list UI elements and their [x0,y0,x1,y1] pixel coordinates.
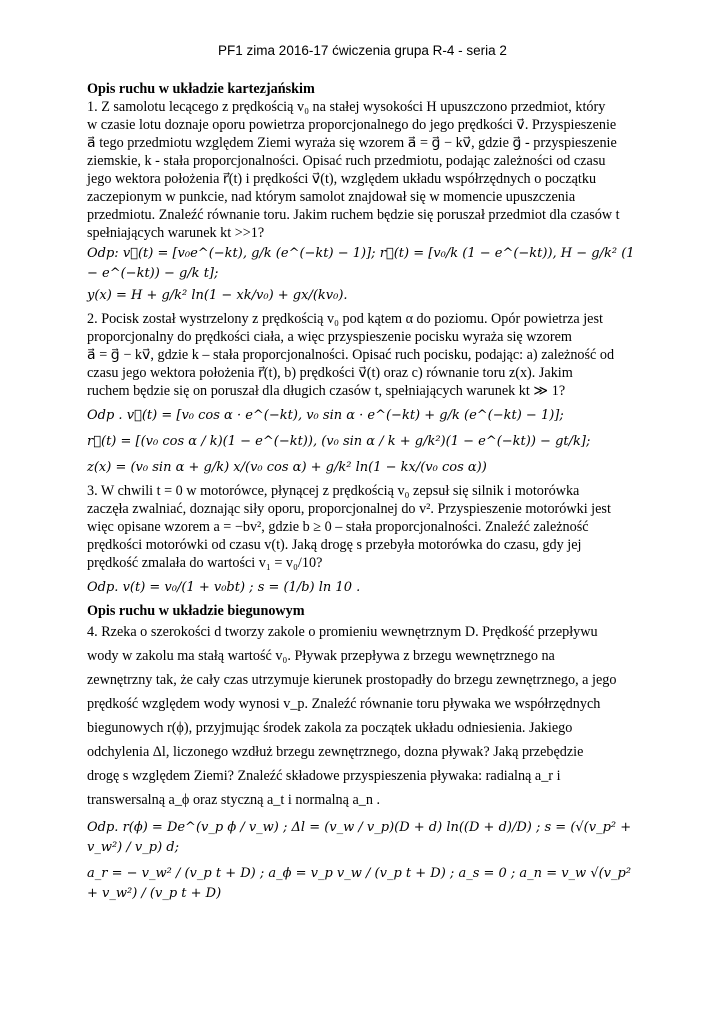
problem-3-line: 3. W chwili t = 0 w motorówce, płynącej z prędkością v₀ zepsuł się silnik i motorówka [87,483,580,499]
problem-1-line: zaczepionym w punkcie, nad którym samolot znajdował się w momencie upuszczenia [87,189,576,205]
problem-4-line: wody w zakolu ma stałą wartość v₀. Pływak przepływa z brzegu wewnętrznego na [87,648,555,664]
problem-3-answer: Odp. v(t) = v₀/(1 + v₀bt) ; s = (1/b) ln 10 . [87,580,361,595]
problem-2-line: czasu jego wektora położenia r⃗(t), b) prędkości v⃗(t) oraz c) równanie toru z(x). Jakim [87,365,573,381]
problem-1-line: jego wektora położenia r⃗(t) i prędkości v⃗(t), względem układu współrzędnych o początku [87,171,597,187]
problem-4 [87,620,640,904]
problem-2-answer-trajectory: z(x) = (v₀ sin α + g/k) x/(v₀ cos α) + g/k² ln(1 − kx/(v₀ cos α)) [87,460,487,475]
section-heading-polar: Opis ruchu w układzie biegunowym [87,603,305,619]
problem-2-line: 2. Pocisk został wystrzelony z prędkością v₀ pod kątem α do poziomu. Opór powietrza jest [87,311,603,327]
problem-4-line: 4. Rzeka o szerokości d tworzy zakole o promieniu wewnętrznym D. Prędkość przepływu [87,624,598,640]
problem-2-line: ruchem będzie się on poruszał dla długich czasów t, spełniających warunek kt ≫ 1? [87,383,566,399]
problem-3-line: więc opisane wzorem a = −bv², gdzie b ≥ 0 – stała proporcjonalności. Znaleźć zależność [87,519,589,535]
problem-1-answer-velocity: Odp: v⃗(t) = [v₀e^(−kt), g/k (e^(−kt) − 1)]; r⃗(t) = [v₀/k (1 − e^(−kt)), H − g/k² (1 − e^(−kt)) − g/k t]; [87,246,635,281]
problem-4-line: transwersalną a_ϕ oraz styczną a_t i normalną a_n . [87,792,381,808]
problem-1 [87,98,640,306]
problem-4-line: prędkość względem wody wynosi v_p. Znaleźć równanie toru pływaka we współrzędnych [87,696,601,712]
problem-4-answer-acceleration: a_r = − v_w² / (v_p t + D) ; a_ϕ = v_p v_w / (v_p t + D) ; a_s = 0 ; a_n = v_w √(v_p² + v_w²) / (v_p t + D) [87,866,632,901]
problem-4-line: odchylenia Δl, liczonego wzdłuż brzegu zewnętrznego, dozna pływak? Jaką przebędzie [87,744,584,760]
problem-1-line: w czasie lotu doznaje oporu powietrza proporcjonalnego do jego prędkości v⃗. Przyspieszenie [87,117,617,133]
problem-3-line: zaczęła zwalniać, doznając siły oporu, proporcjonalnej do v². Przyspieszenie motorówki jest [87,501,611,517]
problem-2-line: a⃗ = g⃗ − kv⃗, gdzie k – stała proporcjonalności. Opisać ruch pocisku, podając: a) zależność od [87,347,615,363]
problem-2-answer-velocity: Odp . v⃗(t) = [v₀ cos α · e^(−kt), v₀ sin α · e^(−kt) + g/k (e^(−kt) − 1)]; [87,408,564,423]
document-body [87,80,640,906]
problem-3-line: prędkość zmalała do wartości v₁ = v₀/10? [87,555,323,571]
problem-2-answer-position: r⃗(t) = [(v₀ cos α / k)(1 − e^(−kt)), (v₀ sin α / k + g/k²)(1 − e^(−kt)) − gt/k]; [87,434,591,449]
problem-4-line: zewnętrzny tak, że cały czas utrzymuje kierunek prostopadły do brzegu zewnętrznego, a jego [87,672,617,688]
problem-1-line: ziemskie, k - stała proporcjonalności. Opisać ruch przedmiotu, podając zależności od czasu [87,153,606,169]
problem-1-line: przedmiotu. Znaleźć równanie toru. Jakim ruchem będzie się poruszał przedmiot dla czasów t [87,207,620,223]
problem-4-answer-path: Odp. r(ϕ) = De^(v_p ϕ / v_w) ; Δl = (v_w / v_p)(D + d) ln((D + d)/D) ; s = (√(v_p² + v_w²) / v_p) d; [87,820,632,855]
problem-4-line: drogę s względem Ziemi? Znaleźć składowe przyspieszenia pływaka: radialną a_r i [87,768,561,784]
problem-3 [87,482,640,598]
problem-2 [87,310,640,478]
problem-3-line: prędkości motorówki od czasu v(t). Jaką drogę s przebyła motorówka do czasu, gdy jej [87,537,582,553]
section-heading-cartesian: Opis ruchu w układzie kartezjańskim [87,81,315,97]
problem-1-line: a⃗ tego przedmiotu względem Ziemi wyraża się wzorem a⃗ = g⃗ − kv⃗, gdzie g⃗ - przyspieszenie [87,135,617,151]
problem-1-line: spełniających warunek kt >>1? [87,225,265,241]
page-header: PF1 zima 2016-17 ćwiczenia grupa R-4 - seria 2 [218,43,507,58]
problem-1-answer-trajectory: y(x) = H + g/k² ln(1 − xk/v₀) + gx/(kv₀). [87,288,348,303]
problem-4-line: biegunowych r(ϕ), przyjmując środek zakola za początek układu odniesienia. Jakiego [87,720,573,736]
problem-2-line: proporcjonalny do prędkości ciała, a więc przyspieszenie pocisku wyraża się wzorem [87,329,572,345]
problem-1-line: 1. Z samolotu lecącego z prędkością v₀ na stałej wysokości H upuszczono przedmiot, który [87,99,606,115]
